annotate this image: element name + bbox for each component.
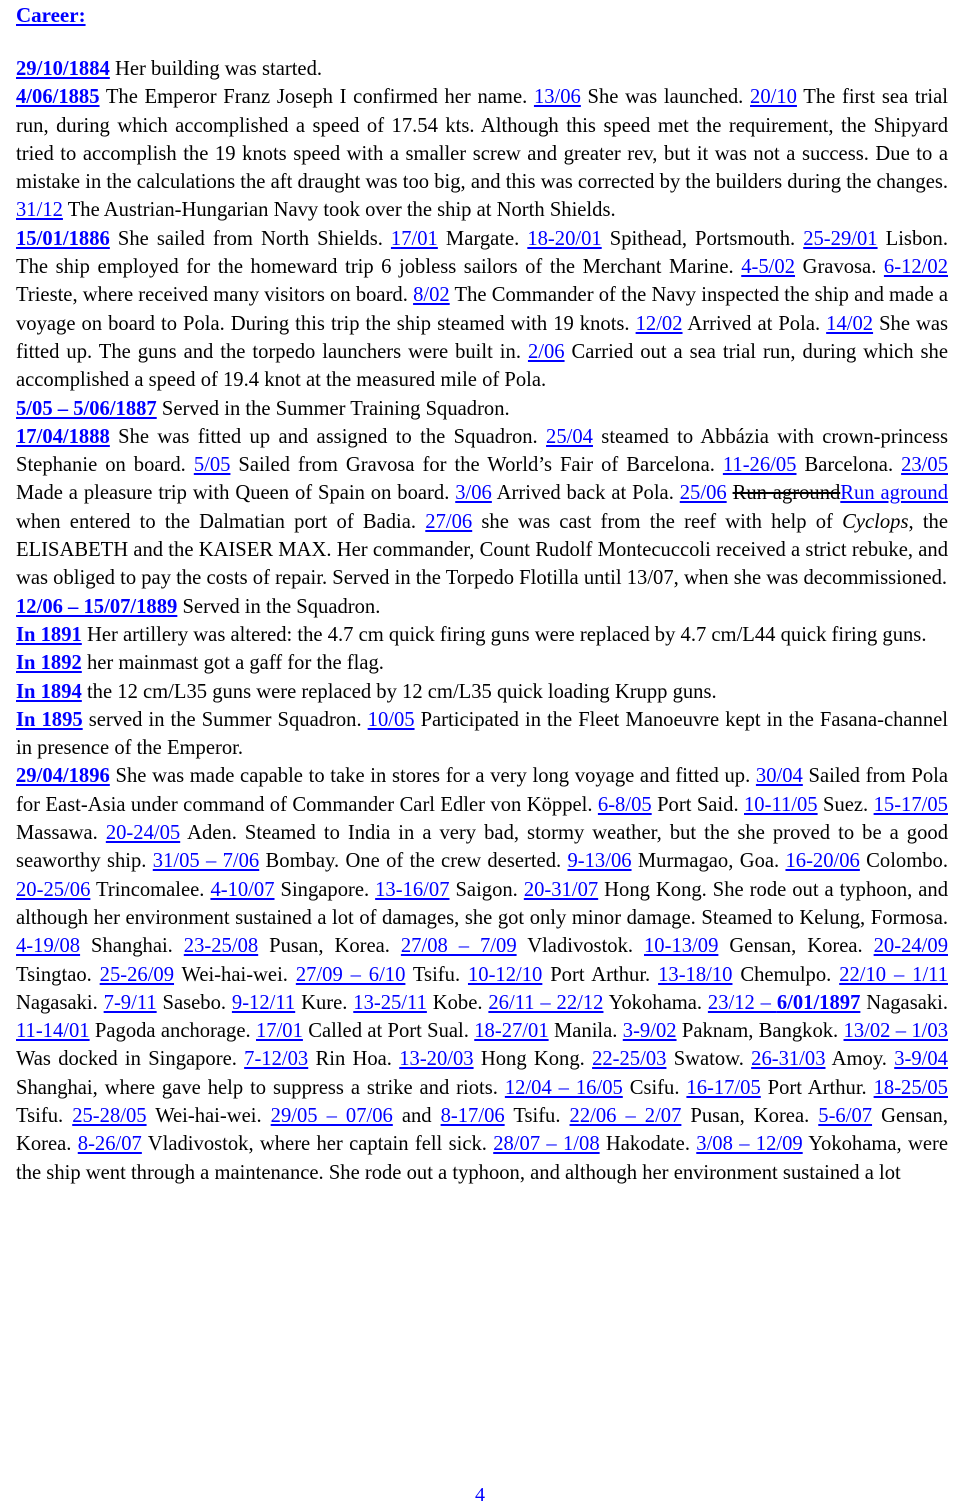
date-link[interactable]: 7-12/03 bbox=[244, 1048, 309, 1071]
text-run: Shanghai. bbox=[80, 935, 184, 958]
text-run: Bombay. One of the crew deserted. bbox=[259, 850, 568, 873]
date-link[interactable]: 26/11 – 22/12 bbox=[488, 991, 604, 1014]
text-run: Colombo. bbox=[859, 850, 948, 873]
date-link[interactable]: 29/04/1896 bbox=[16, 765, 110, 788]
date-link[interactable]: 27/08 – 7/09 bbox=[400, 935, 517, 958]
date-link[interactable]: 3-9/02 bbox=[622, 1020, 677, 1043]
text-run: Wei-hai-wei. bbox=[174, 963, 296, 986]
date-link[interactable]: 18-20/01 bbox=[527, 227, 602, 250]
text-run: Lisbon. The ship employed for the homeward trip 6 jobless sailors of the Merchant Marine. bbox=[16, 227, 948, 279]
date-link[interactable]: 25-26/09 bbox=[99, 963, 175, 986]
date-link[interactable]: 6/01/1897 bbox=[776, 991, 861, 1014]
text-run: Arrived at Pola. bbox=[682, 312, 827, 335]
date-link[interactable]: 26-31/03 bbox=[751, 1048, 826, 1071]
text-run: Trieste, where received many visitors on board. bbox=[16, 284, 414, 307]
career-paragraph bbox=[16, 621, 948, 649]
text-run: The Emperor Franz Joseph I confirmed her name. bbox=[99, 86, 534, 109]
date-link[interactable]: 5/05 bbox=[193, 454, 231, 477]
text-run: steamed to Abbázia with crown-princess Stephanie on board. bbox=[16, 425, 949, 477]
date-link[interactable]: 18-27/01 bbox=[474, 1020, 549, 1043]
text-run: Csifu. bbox=[622, 1076, 687, 1099]
date-link[interactable]: 23-25/08 bbox=[183, 935, 259, 958]
career-paragraph bbox=[16, 593, 948, 621]
date-link[interactable]: 13-25/11 bbox=[353, 991, 427, 1014]
date-link[interactable]: 20-24/09 bbox=[873, 935, 948, 958]
text-run: The first sea trial run, during which accomplished a speed of 17.54 kts. Although this speed met the requirement, the Shipyard tried to accomplish the 19 knots speed with a smaller screw and greater rev, but it was not a success. Due to a mistake in the calculations the aft draught was too big, and this was corrected by the builders during the changes. bbox=[16, 86, 948, 194]
text-run: She was launched. bbox=[580, 86, 751, 109]
date-link[interactable]: 10-12/10 bbox=[467, 963, 543, 986]
text-run: Hong Kong. She rode out a typhoon, and although her environment sustained a lot of damages, she got only minor damage. Steamed to Kelung, Formosa. bbox=[16, 878, 948, 929]
career-paragraph bbox=[16, 83, 948, 224]
text-run: Port Arthur. bbox=[760, 1076, 874, 1099]
date-link[interactable]: 11-26/05 bbox=[722, 454, 797, 477]
text-run: Pusan, Korea. bbox=[258, 935, 401, 958]
date-link[interactable]: 22/10 – 1/11 bbox=[839, 963, 948, 986]
text-run: Her building was started. bbox=[109, 58, 323, 80]
date-link[interactable]: 22/06 – 2/07 bbox=[569, 1104, 682, 1127]
date-link[interactable]: 25/06 bbox=[679, 482, 727, 505]
text-run: Barcelona. bbox=[796, 454, 902, 477]
text-run: Pusan, Korea. bbox=[681, 1104, 819, 1127]
date-link[interactable]: 18-25/05 bbox=[873, 1076, 948, 1099]
text-run: Tsifu. bbox=[504, 1104, 570, 1127]
date-link[interactable]: 25-29/01 bbox=[803, 227, 878, 250]
date-link[interactable]: 10-11/05 bbox=[744, 793, 818, 816]
date-link[interactable]: 23/05 bbox=[901, 454, 948, 477]
text-run: Paknam, Bangkok. bbox=[676, 1020, 844, 1043]
date-link[interactable]: 30/04 bbox=[755, 765, 803, 788]
date-link[interactable]: 3/08 – 12/09 bbox=[696, 1133, 803, 1156]
date-link[interactable]: 27/06 bbox=[425, 510, 473, 533]
text-run: The Commander of the Navy inspected the ship and made a voyage on board to Pola. During this trip the ship steamed with 19 knots. bbox=[16, 284, 948, 335]
text-run: she was cast from the reef with help of bbox=[472, 510, 843, 533]
text-run: Yokohama, were the ship went through a maintenance. She rode out a typhoon, and although her environment sustained a lot bbox=[16, 1133, 948, 1184]
date-link[interactable]: 4-5/02 bbox=[741, 256, 796, 279]
text-run: when entered to the Dalmatian port of Badia. bbox=[16, 510, 426, 533]
text-run: and bbox=[392, 1104, 441, 1127]
text-run: Kobe. bbox=[426, 991, 489, 1014]
text-run: Sailed from Pola for East-Asia under command of Commander Carl Edler von Köppel. bbox=[16, 765, 948, 816]
text-run: Singapore. bbox=[274, 878, 376, 901]
text-run: Called at Port Sual. bbox=[302, 1020, 475, 1043]
text-run: Nagasaki. bbox=[860, 991, 949, 1014]
date-link[interactable]: 2/06 bbox=[527, 340, 565, 363]
text-run: Hong Kong. bbox=[473, 1048, 593, 1071]
text-run: served in the Summer Squadron. bbox=[82, 708, 368, 731]
date-link[interactable]: 31/05 – 7/06 bbox=[152, 850, 260, 873]
text-run: Nagasaki. bbox=[16, 991, 104, 1014]
date-link[interactable]: In 1895 bbox=[16, 708, 83, 731]
text-run: Gravosa. bbox=[795, 256, 884, 279]
struck-text: Run aground bbox=[732, 482, 841, 505]
text-run: Manila. bbox=[548, 1020, 623, 1043]
date-link[interactable]: 16-20/06 bbox=[785, 850, 860, 873]
text-run: Gensan, Korea. bbox=[16, 1104, 948, 1156]
text-run: , the ELISABETH and the KAISER MAX. Her commander, Count Rudolf Montecuccoli received a strict rebuke, and was obliged to pay the costs of repair. Served in the Torpedo Flotilla until 13/07, when she was decommissioned. bbox=[16, 510, 948, 590]
date-link[interactable]: 12/02 bbox=[635, 312, 683, 335]
date-link[interactable]: 13/06 bbox=[533, 86, 581, 109]
career-paragraph bbox=[16, 649, 948, 677]
career-paragraph bbox=[16, 225, 948, 395]
date-link[interactable]: 3/06 bbox=[455, 482, 492, 505]
text-run: Made a pleasure trip with Queen of Spain on board. bbox=[16, 482, 456, 505]
text-run: Kure. bbox=[295, 991, 354, 1014]
career-paragraph bbox=[16, 706, 948, 763]
date-link[interactable]: 8-26/07 bbox=[77, 1133, 142, 1156]
text-run: Vladivostok. bbox=[516, 935, 644, 958]
text-run: Wei-hai-wei. bbox=[146, 1104, 271, 1127]
career-text bbox=[16, 55, 948, 1187]
text-run: Margate. bbox=[437, 227, 528, 250]
text-run: Suez. bbox=[817, 793, 874, 816]
career-paragraph bbox=[16, 55, 948, 83]
date-link[interactable]: Run aground bbox=[840, 482, 949, 505]
text-run: Sailed from Gravosa for the World’s Fair of Barcelona. bbox=[230, 454, 723, 477]
text-run: Shanghai, where gave help to suppress a strike and riots. bbox=[16, 1076, 505, 1099]
date-link[interactable]: 29/05 – 07/06 bbox=[270, 1104, 393, 1127]
date-link[interactable]: 12/06 – 15/07/1889 bbox=[16, 595, 178, 618]
date-link[interactable]: 17/01 bbox=[255, 1020, 303, 1043]
date-link[interactable]: 27/09 – 6/10 bbox=[295, 963, 406, 986]
date-link[interactable]: 22-25/03 bbox=[592, 1048, 667, 1071]
date-link[interactable]: 28/07 – 1/08 bbox=[493, 1133, 600, 1156]
career-paragraph bbox=[16, 423, 948, 593]
text-run: her mainmast got a gaff for the flag. bbox=[81, 652, 384, 675]
section-heading: Career: bbox=[16, 3, 86, 27]
date-link[interactable]: 17/01 bbox=[390, 227, 438, 250]
date-link[interactable]: 10-13/09 bbox=[644, 935, 719, 958]
date-link[interactable]: 12/04 – 16/05 bbox=[504, 1076, 623, 1099]
date-link[interactable]: 23/12 – bbox=[707, 991, 777, 1014]
text-run: Amoy. bbox=[825, 1048, 895, 1071]
date-link[interactable]: In 1894 bbox=[16, 680, 82, 703]
text-run: Trincomalee. bbox=[90, 878, 211, 901]
text-run: Saigon. bbox=[449, 878, 524, 901]
date-link[interactable]: 25/04 bbox=[546, 425, 593, 448]
date-link[interactable]: In 1892 bbox=[16, 652, 82, 675]
text-run: Yokohama. bbox=[603, 991, 708, 1014]
text-run: Arrived back at Pola. bbox=[491, 482, 680, 505]
date-link[interactable]: 7-9/11 bbox=[103, 991, 157, 1014]
text-run: Served in the Summer Training Squadron. bbox=[156, 397, 510, 420]
text-run: Massawa. bbox=[16, 822, 106, 845]
page-number: 4 bbox=[475, 1484, 485, 1506]
date-link[interactable]: 5/05 – 5/06/1887 bbox=[16, 397, 157, 420]
text-run: Tsingtao. bbox=[16, 963, 100, 986]
date-link[interactable]: 9-13/06 bbox=[567, 850, 632, 873]
date-link[interactable]: 15/01/1886 bbox=[16, 227, 110, 250]
date-link[interactable]: 8-17/06 bbox=[440, 1104, 505, 1127]
date-link[interactable]: 20/10 bbox=[750, 86, 797, 109]
date-link[interactable]: 13-18/10 bbox=[658, 963, 733, 986]
date-link[interactable]: 6-8/05 bbox=[597, 793, 652, 816]
text-run: Vladivostok, where her captain fell sick. bbox=[141, 1133, 494, 1156]
date-link[interactable]: 25-28/05 bbox=[72, 1104, 147, 1127]
date-link[interactable]: 31/12 bbox=[16, 199, 63, 222]
date-link[interactable]: 4/06/1885 bbox=[16, 86, 100, 109]
text-run: She was made capable to take in stores for a very long voyage and fitted up. bbox=[109, 765, 756, 788]
date-link[interactable]: 20-25/06 bbox=[16, 878, 91, 901]
date-link[interactable]: 16-17/05 bbox=[686, 1076, 761, 1099]
text-run: The Austrian-Hungarian Navy took over the ship at North Shields. bbox=[62, 199, 616, 222]
text-run: Was docked in Singapore. bbox=[16, 1048, 245, 1071]
text-run: Sasebo. bbox=[156, 991, 232, 1014]
text-run: Rin Hoa. bbox=[308, 1048, 400, 1071]
text-run: Aden. Steamed to India in a very bad, stormy weather, but the she proved to be a good seaworthy ship. bbox=[16, 822, 948, 873]
text-run: Her artillery was altered: the 4.7 cm quick firing guns were replaced by 4.7 cm/L44 quick firing guns. bbox=[81, 623, 927, 646]
text-run: the 12 cm/L35 guns were replaced by 12 cm/L35 quick loading Krupp guns. bbox=[81, 680, 717, 703]
date-link[interactable]: 11-14/01 bbox=[16, 1020, 90, 1043]
text-run: Murmagao, Goa. bbox=[631, 850, 786, 873]
date-link[interactable]: 14/02 bbox=[826, 312, 874, 335]
text-run: Swatow. bbox=[666, 1048, 752, 1071]
date-link[interactable]: 4-10/07 bbox=[210, 878, 275, 901]
date-link[interactable]: 13-16/07 bbox=[375, 878, 450, 901]
text-run: Port Said. bbox=[651, 793, 744, 816]
text-run: Port Arthur. bbox=[542, 963, 659, 986]
text-run: Carried out a sea trial run, during which she accomplished a speed of 19.4 knot at the measured mile of Pola. bbox=[16, 340, 948, 392]
date-link[interactable]: 17/04/1888 bbox=[16, 425, 110, 448]
text-run: Tsifu. bbox=[16, 1104, 73, 1127]
text-run: Hakodate. bbox=[599, 1133, 697, 1156]
text-run: She sailed from North Shields. bbox=[109, 227, 391, 250]
date-link[interactable]: 13-20/03 bbox=[399, 1048, 474, 1071]
text-run: Pagoda anchorage. bbox=[89, 1020, 256, 1043]
date-link[interactable]: 4-19/08 bbox=[16, 935, 81, 958]
career-paragraph bbox=[16, 762, 948, 1186]
date-link[interactable]: 6-12/02 bbox=[883, 256, 948, 279]
date-link[interactable]: In 1891 bbox=[16, 623, 82, 646]
text-run: She was fitted up and assigned to the Squadron. bbox=[109, 425, 547, 448]
date-link[interactable]: 20-31/07 bbox=[523, 878, 599, 901]
ship-name: Cyclops bbox=[842, 510, 909, 533]
career-paragraph bbox=[16, 678, 948, 706]
date-link[interactable]: 9-12/11 bbox=[231, 991, 296, 1014]
text-run: Participated in the Fleet Manoeuvre kept in the Fasana-channel in presence of the Emperor. bbox=[16, 708, 948, 760]
text-run: Gensan, Korea. bbox=[718, 935, 874, 958]
text-run: Served in the Squadron. bbox=[177, 595, 381, 618]
date-link[interactable]: 29/10/1884 bbox=[16, 58, 110, 80]
date-link[interactable]: 13/02 – 1/03 bbox=[843, 1020, 949, 1043]
date-link[interactable]: 3-9/04 bbox=[894, 1048, 948, 1071]
text-run: She was fitted up. The guns and the torpedo launchers were built in. bbox=[16, 312, 949, 363]
date-link[interactable]: 20-24/05 bbox=[105, 822, 181, 845]
career-paragraph bbox=[16, 395, 948, 423]
text-run: Tsifu. bbox=[405, 963, 468, 986]
date-link[interactable]: 8/02 bbox=[413, 284, 450, 307]
date-link[interactable]: 15-17/05 bbox=[873, 793, 948, 816]
text-run: Spithead, Portsmouth. bbox=[601, 227, 804, 250]
text-run: Chemulpo. bbox=[732, 963, 840, 986]
date-link[interactable]: 10/05 bbox=[367, 708, 415, 731]
date-link[interactable]: 5-6/07 bbox=[818, 1104, 873, 1127]
